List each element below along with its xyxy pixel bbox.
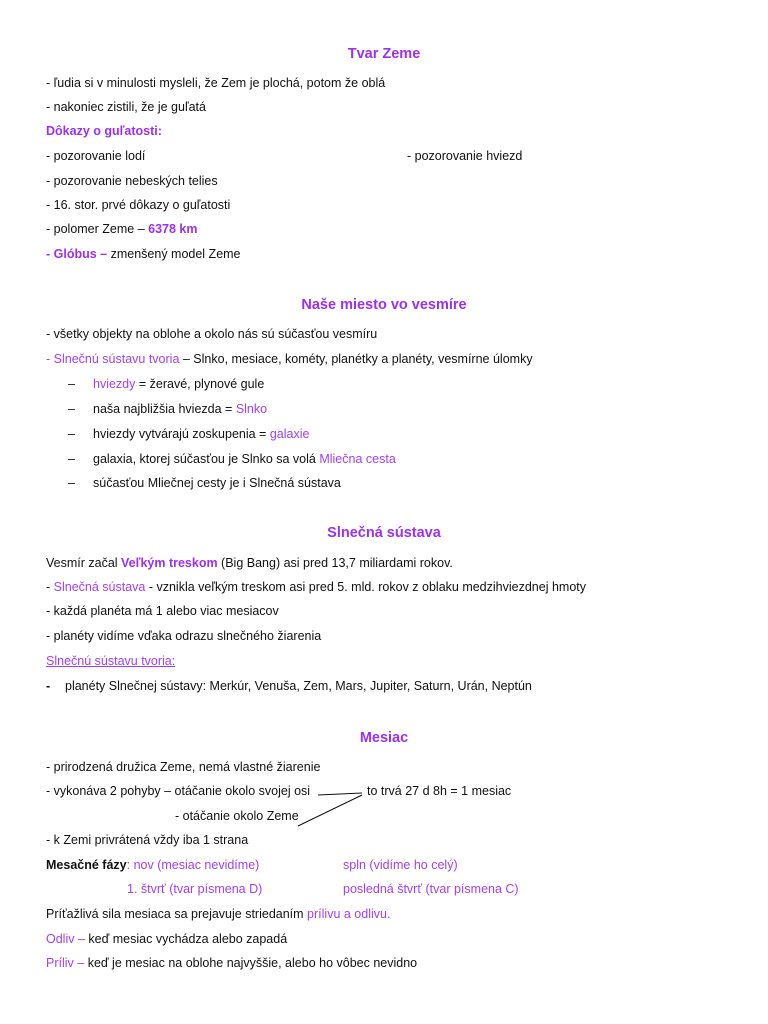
text-fragment: galaxia, ktorej súčasťou je Slnko sa volá (93, 452, 320, 466)
heading-nase-miesto: Naše miesto vo vesmíre (301, 297, 467, 313)
text-line: - každá planéta má 1 alebo viac mesiacov (46, 604, 279, 618)
highlight-term: - Glóbus – (46, 247, 111, 261)
text-fragment: – Slnko, mesiace, kométy, planétky a planéty, vesmírne úlomky (179, 352, 533, 366)
text-line: - pozorovanie nebeských telies (46, 174, 218, 188)
text-fragment: : (126, 858, 131, 872)
highlight-term: Mliečna cesta (319, 452, 396, 466)
text-fragment: - (46, 580, 54, 594)
highlight-term: hviezdy (93, 377, 136, 391)
text-line: - prirodzená družica Zeme, nemá vlastné žiarenie (46, 760, 321, 774)
text-line: - nakoniec zistili, že je guľatá (46, 100, 206, 114)
text-line: - ľudia si v minulosti mysleli, že Zem je plochá, potom že oblá (46, 76, 386, 90)
bullet-dash: – (68, 427, 75, 441)
connector-line (318, 793, 362, 795)
heading-slnecna-sustava: Slnečná sústava (327, 525, 441, 541)
text-line: - pozorovanie lodí (46, 149, 146, 163)
text-fragment: naša najbližšia hviezda = (93, 402, 236, 416)
bullet-item: planéty Slnečnej sústavy: Merkúr, Venuša, Zem, Mars, Jupiter, Saturn, Urán, Neptún (65, 679, 532, 693)
text-line: - otáčanie okolo Zeme (175, 809, 299, 823)
phase-first-quarter: 1. štvrť (tvar písmena D) (127, 882, 263, 896)
text-line: - vykonáva 2 pohyby – otáčanie okolo svojej osi (46, 784, 311, 798)
highlight-term: - Slnečnú sústavu tvoria (46, 352, 180, 366)
text-fragment: keď mesiac vychádza alebo zapadá (88, 932, 288, 946)
text-line: - k Zemi privrátená vždy iba 1 strana (46, 833, 249, 847)
text-fragment: Príťažlivá sila mesiaca sa prejavuje striedaním (46, 907, 308, 921)
bullet-dash: – (68, 476, 75, 490)
text-fragment: zmenšený model Zeme (110, 247, 241, 261)
text-line: to trvá 27 d 8h = 1 mesiac (367, 784, 512, 798)
phase-full-moon: spln (vidíme ho celý) (343, 858, 458, 872)
text-fragment: Vesmír začal (46, 556, 122, 570)
text-fragment: keď je mesiac na oblohe najvyššie, alebo ho vôbec nevidno (87, 956, 418, 970)
phases-label: Mesačné fázy (46, 858, 127, 872)
text-line: - všetky objekty na oblohe a okolo nás sú súčasťou vesmíru (46, 327, 378, 341)
highlight-term: galaxie (269, 427, 310, 441)
text-fragment: = žeravé, plynové gule (135, 377, 265, 391)
text-fragment: - vznikla veľkým treskom asi pred 5. mld. rokov z oblaku medzihviezdnej hmoty (145, 580, 586, 594)
phase-new-moon: nov (mesiac nevidíme) (130, 858, 260, 872)
bullet-dash: - (46, 679, 51, 693)
connector-line (298, 795, 362, 826)
bullet-dash: – (68, 402, 75, 416)
highlight-term: Slnko (235, 402, 268, 416)
highlight-term: prílivu a odlivu. (307, 907, 391, 921)
bullet-item: súčasťou Mliečnej cesty je i Slnečná sústava (93, 476, 341, 490)
text-fragment: (Big Bang) asi pred 13,7 miliardami rokov. (217, 556, 453, 570)
text-line: - pozorovanie hviezd (407, 149, 523, 163)
subheading-proofs: Dôkazy o guľatosti: (46, 124, 162, 138)
text-line: - planéty vidíme vďaka odrazu slnečného žiarenia (46, 629, 322, 643)
bullet-dash: – (68, 377, 75, 391)
bullet-dash: – (68, 452, 75, 466)
text-fragment: hviezdy vytvárajú zoskupenia = (93, 427, 270, 441)
text-line (46, 931, 287, 947)
highlight-term: Slnečná sústava (53, 580, 146, 594)
text-line (46, 955, 417, 971)
heading-tvar-zeme: Tvar Zeme (347, 46, 421, 62)
highlight-term: 6378 km (148, 222, 198, 236)
highlight-term: Príliv – (46, 956, 88, 970)
text-line (46, 906, 390, 922)
heading-mesiac: Mesiac (359, 730, 409, 746)
phase-last-quarter: posledná štvrť (tvar písmena C) (343, 882, 519, 896)
highlight-term: Odliv – (46, 932, 89, 946)
subheading-slnecnu-sustavu: Slnečnú sústavu tvoria: (46, 654, 176, 668)
text-line (46, 857, 259, 873)
highlight-term: Veľkým treskom (121, 556, 218, 570)
text-line: - 16. stor. prvé dôkazy o guľatosti (46, 198, 231, 212)
text-fragment: - polomer Zeme – (46, 222, 149, 236)
